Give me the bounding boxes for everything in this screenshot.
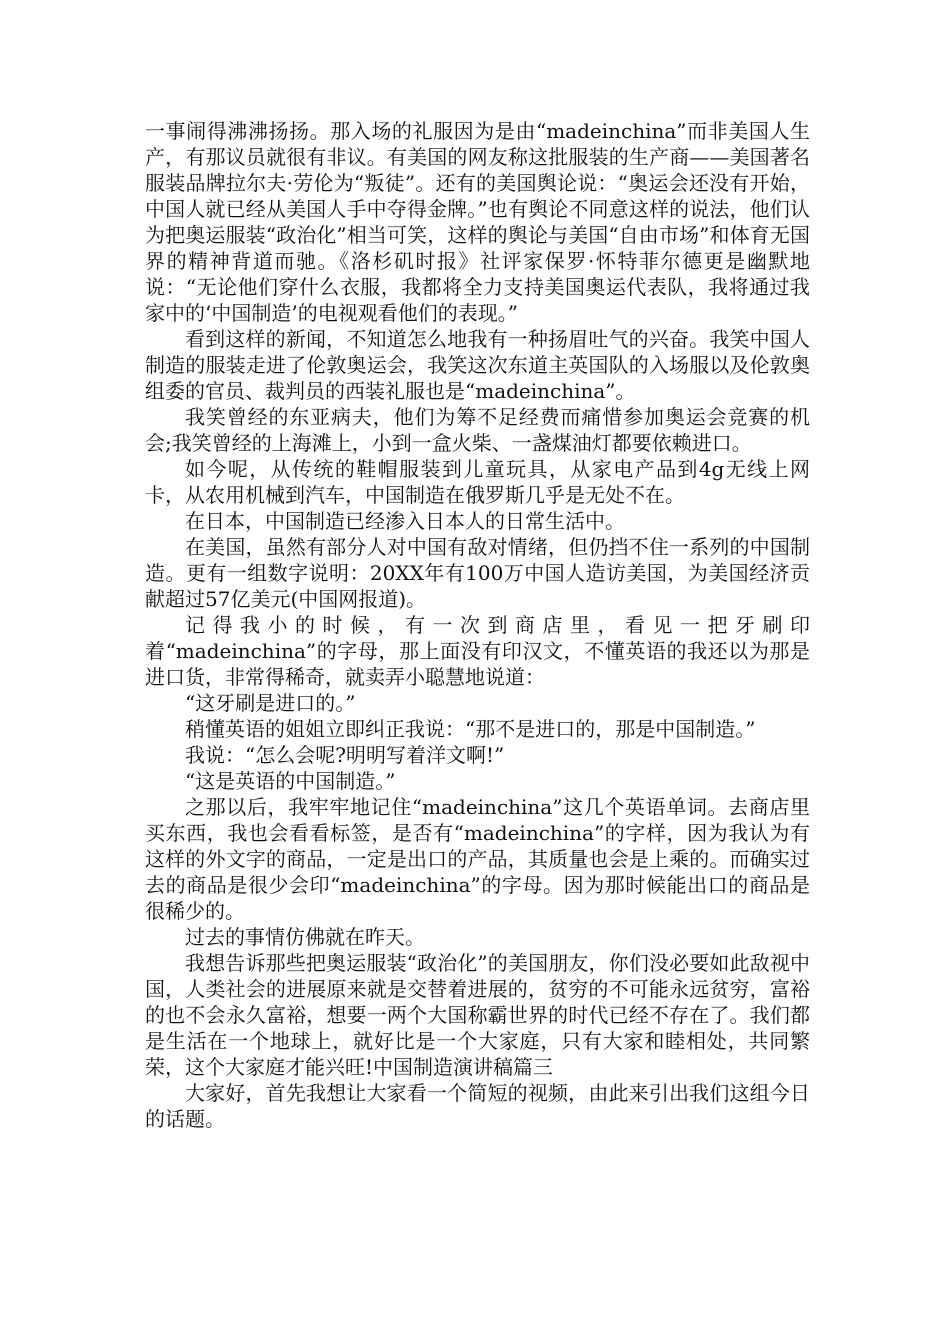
paragraph: 稍懂英语的姐姐立即纠正我说：“那不是进口的，那是中国制造。”	[185, 717, 756, 741]
document-page	[145, 118, 810, 1132]
paragraph: 我说：“怎么会呢?明明写着洋文啊!”	[185, 743, 505, 767]
paragraph: “这是英语的中国制造。”	[185, 769, 396, 793]
paragraph: 看到这样的新闻，不知道怎么地我有一种扬眉吐气的兴奋。我笑中国人制造的服装走进了伦敦奥运会，我笑这次东道主英国队的入场服以及伦敦奥组委的官员、裁判员的西装礼服也是“madeinchina”。	[145, 327, 810, 403]
paragraph: 记得我小的时候，有一次到商店里，看见一把牙刷印着“madeinchina”的字母，那上面没有印汉文，不懂英语的我还以为那是进口货，非常得稀奇，就卖弄小聪慧地说道：	[145, 613, 810, 689]
paragraph: “这牙刷是进口的。”	[185, 691, 356, 715]
paragraph: 在美国，虽然有部分人对中国有敌对情绪，但仍挡不住一系列的中国制造。更有一组数字说明：20XX年有100万中国人造访美国，为美国经济贡献超过57亿美元(中国网报道)。	[145, 535, 810, 611]
paragraph: 在日本，中国制造已经渗入日本人的日常生活中。	[185, 509, 625, 533]
paragraph: 过去的事情仿佛就在昨天。	[185, 925, 425, 949]
paragraph: 一事闹得沸沸扬扬。那入场的礼服因为是由“madeinchina”而非美国人生产，有那议员就很有非议。有美国的网友称这批服装的生产商——美国著名服装品牌拉尔夫·劳伦为“叛徒”。还有的美国舆论说：“奥运会还没有开始，中国人就已经从美国人手中夺得金牌。”也有舆论不同意这样的说法，他们认为把奥运服装“政治化”相当可笑，这样的舆论与美国“自由市场”和体育无国界的精神背道而驰。《洛杉矶时报》社评家保罗·怀特菲尔德更是幽默地说：“无论他们穿什么衣服，我都将全力支持美国奥运代表队，我将通过我家中的‘中国制造’的电视观看他们的表现。”	[145, 119, 810, 325]
paragraph: 之那以后，我牢牢地记住“madeinchina”这几个英语单词。去商店里买东西，我也会看看标签，是否有“madeinchina”的字样，因为我认为有这样的外文字的商品，一定是出口的产品，其质量也会是上乘的。而确实过去的商品是很少会印“madeinchina”的字母。因为那时候能出口的商品是很稀少的。	[145, 795, 810, 923]
paragraph: 大家好，首先我想让大家看一个简短的视频，由此来引出我们这组今日的话题。	[145, 1081, 810, 1131]
paragraph: 我笑曾经的东亚病夫，他们为筹不足经费而痛惜参加奥运会竞赛的机会;我笑曾经的上海滩上，小到一盒火柴、一盏煤油灯都要依赖进口。	[145, 405, 810, 455]
paragraph: 我想告诉那些把奥运服装“政治化”的美国朋友，你们没必要如此敌视中国，人类社会的进展原来就是交替着进展的，贫穷的不可能永远贫穷，富裕的也不会永久富裕，想要一两个大国称霸世界的时代已经不存在了。我们都是生活在一个地球上，就好比是一个大家庭，只有大家和睦相处，共同繁荣，这个大家庭才能兴旺!中国制造演讲稿篇三	[145, 951, 810, 1079]
paragraph: 如今呢，从传统的鞋帽服装到儿童玩具，从家电产品到4g无线上网卡，从农用机械到汽车，中国制造在俄罗斯几乎是无处不在。	[145, 457, 810, 507]
